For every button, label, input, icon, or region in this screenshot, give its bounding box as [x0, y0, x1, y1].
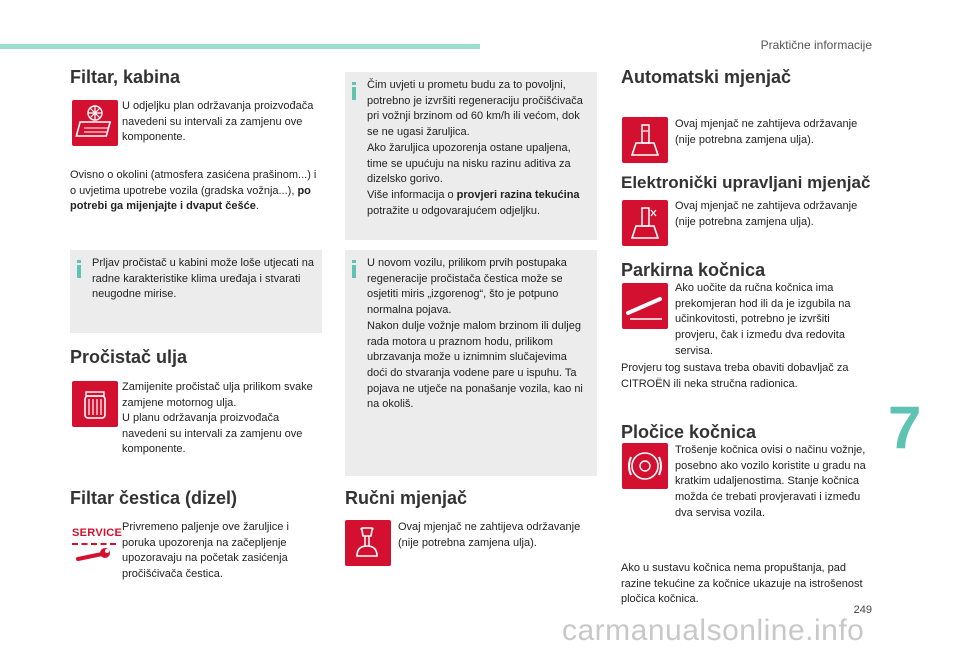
electronic-gearbox-text: Ovaj mjenjač ne zahtijeva održavanje (nije potrebna zamjena ulja).: [675, 200, 858, 228]
info-icon: [352, 82, 356, 100]
heading-automatski-mjenjac: Automatski mjenjač: [621, 67, 792, 87]
regeneration-note-line-1: Čim uvjeti u prometu budu za to povoljni, potrebno je izvršiti regeneraciju pročišćivača pri vožnji brzinom od 60 km/h ili većom, dok se ne ugasi žaruljica.: [367, 79, 583, 139]
header-accent-bar: [0, 44, 480, 49]
parking-brake-paragraph: Provjeru tog sustava treba obaviti dobavljač za CITROËN ili neka stručna radionica.: [621, 362, 849, 390]
regeneration-note-text: [367, 78, 589, 219]
regeneration-note-line-3-end: potražite u odgovarajućem odjeljku.: [367, 204, 541, 217]
new-vehicle-note-text: [367, 256, 589, 413]
new-vehicle-note: [345, 250, 597, 476]
oil-filter-icon: [72, 381, 118, 427]
cabin-filter-para-start: Ovisno o okolini (atmosfera zasićena prašinom...) i o uvjetima upotrebe vozila (gradska vožnja...),: [70, 169, 317, 197]
parking-brake-icon: [622, 283, 668, 329]
brake-pads-icon: [622, 443, 668, 489]
cabin-filter-para-end: .: [255, 200, 259, 213]
parking-brake-icon-text: Ako uočite da ručna kočnica ima prekomjeran hod ili da je izgubila na učinkovitosti, potrebno je izvršiti provjeru, čak i između dva redovita servisa.: [675, 282, 851, 357]
cabin-filter-paragraph: [70, 168, 322, 215]
cabin-filter-icon: [72, 100, 118, 146]
cabin-filter-note-text: Prljav pročistač u kabini može loše utjecati na radne karakteristike klima uređaja i stvarati neugodne mirise.: [92, 257, 314, 301]
heading-plocice-kocnica: Pločice kočnica: [621, 422, 757, 442]
oil-filter-text-2: U planu održavanja proizvođača navedeni su intervali za zamjenu ove komponente.: [122, 412, 303, 456]
cabin-filter-para-bold: po potrebi ga mijenjajte i dvaput češće: [70, 184, 311, 213]
automatic-gearbox-text: Ovaj mjenjač ne zahtijeva održavanje (nije potrebna zamjena ulja).: [675, 118, 858, 146]
heading-parkirna-kocnica: Parkirna kočnica: [621, 260, 766, 280]
heading-filtar-kabina: Filtar, kabina: [70, 67, 181, 87]
particle-filter-icon-text: Privremeno paljenje ove žaruljice i poruka upozorenja na začepljenje upozoravaju na početak zasićenja pročišćivača čestica.: [122, 521, 289, 581]
regeneration-note: [345, 72, 597, 240]
regeneration-note-line-2: Ako žaruljica upozorenja ostane upaljena, time se upućuju na nisku razinu aditiva za dizelsko gorivo.: [367, 141, 571, 186]
heading-procistac-ulja: Pročistač ulja: [70, 347, 188, 367]
oil-filter-text-1: Zamijenite pročistač ulja prilikom svake zamjene motornog ulja.: [122, 381, 313, 409]
cabin-filter-note: [70, 250, 322, 333]
brake-pads-icon-text: Trošenje kočnica ovisi o načinu vožnje, posebno ako vozilo koristite u gradu na kratkim udaljenostima. Stanje kočnica možda će trebati provjeravati i između dva servisa vozila.: [675, 444, 866, 519]
wrench-icon: [72, 545, 118, 565]
new-vehicle-note-line-1: U novom vozilu, prilikom prvih postupaka regeneracije pročistača čestica može se osjetiti miris „izgorenog“, što je potpuno normalna pojava.: [367, 257, 567, 317]
service-label: SERVICE: [72, 527, 123, 539]
service-warning-icon: [72, 527, 123, 573]
manual-gearbox-text: Ovaj mjenjač ne zahtijeva održavanje (nije potrebna zamjena ulja).: [398, 521, 581, 549]
brake-pads-paragraph: Ako u sustavu kočnica nema propuštanja, pad razine tekućine za kočnice ukazuje na istrošenost pločica kočnica.: [621, 562, 863, 606]
regeneration-note-line-3-start: Više informacija o: [367, 188, 457, 201]
automatic-gearbox-icon: [622, 117, 668, 163]
cabin-filter-icon-text: U odjeljku plan održavanja proizvođača navedeni su intervali za zamjenu ove komponente.: [122, 100, 314, 144]
regeneration-note-link: provjeri razina tekućina: [456, 188, 580, 201]
heading-elektronicki-mjenjac: Elektronički upravljani mjenjač: [621, 173, 871, 192]
manual-gearbox-icon: [345, 520, 391, 566]
info-icon: [352, 260, 356, 278]
header-title: Praktične informacije: [760, 38, 872, 52]
page-number: 249: [853, 604, 872, 616]
electronic-gearbox-icon: [622, 200, 668, 246]
heading-filtar-cestica: Filtar čestica (dizel): [70, 488, 238, 508]
info-icon: [77, 260, 81, 278]
chapter-number: 7: [888, 394, 922, 461]
watermark: carmanualsonline.info: [562, 614, 865, 647]
new-vehicle-note-line-2: Nakon dulje vožnje malom brzinom ili duljeg rada motora u praznom hodu, prilikom ubrzavanja može u iznimnim slučajevima doći do stvaranja vodene pare u ispuhu. Ta pojava ne utječe na ponašanje vozila, kao ni na okoliš.: [367, 319, 583, 411]
regeneration-note-line-3: [367, 188, 589, 219]
heading-rucni-mjenjac: Ručni mjenjač: [345, 488, 468, 508]
